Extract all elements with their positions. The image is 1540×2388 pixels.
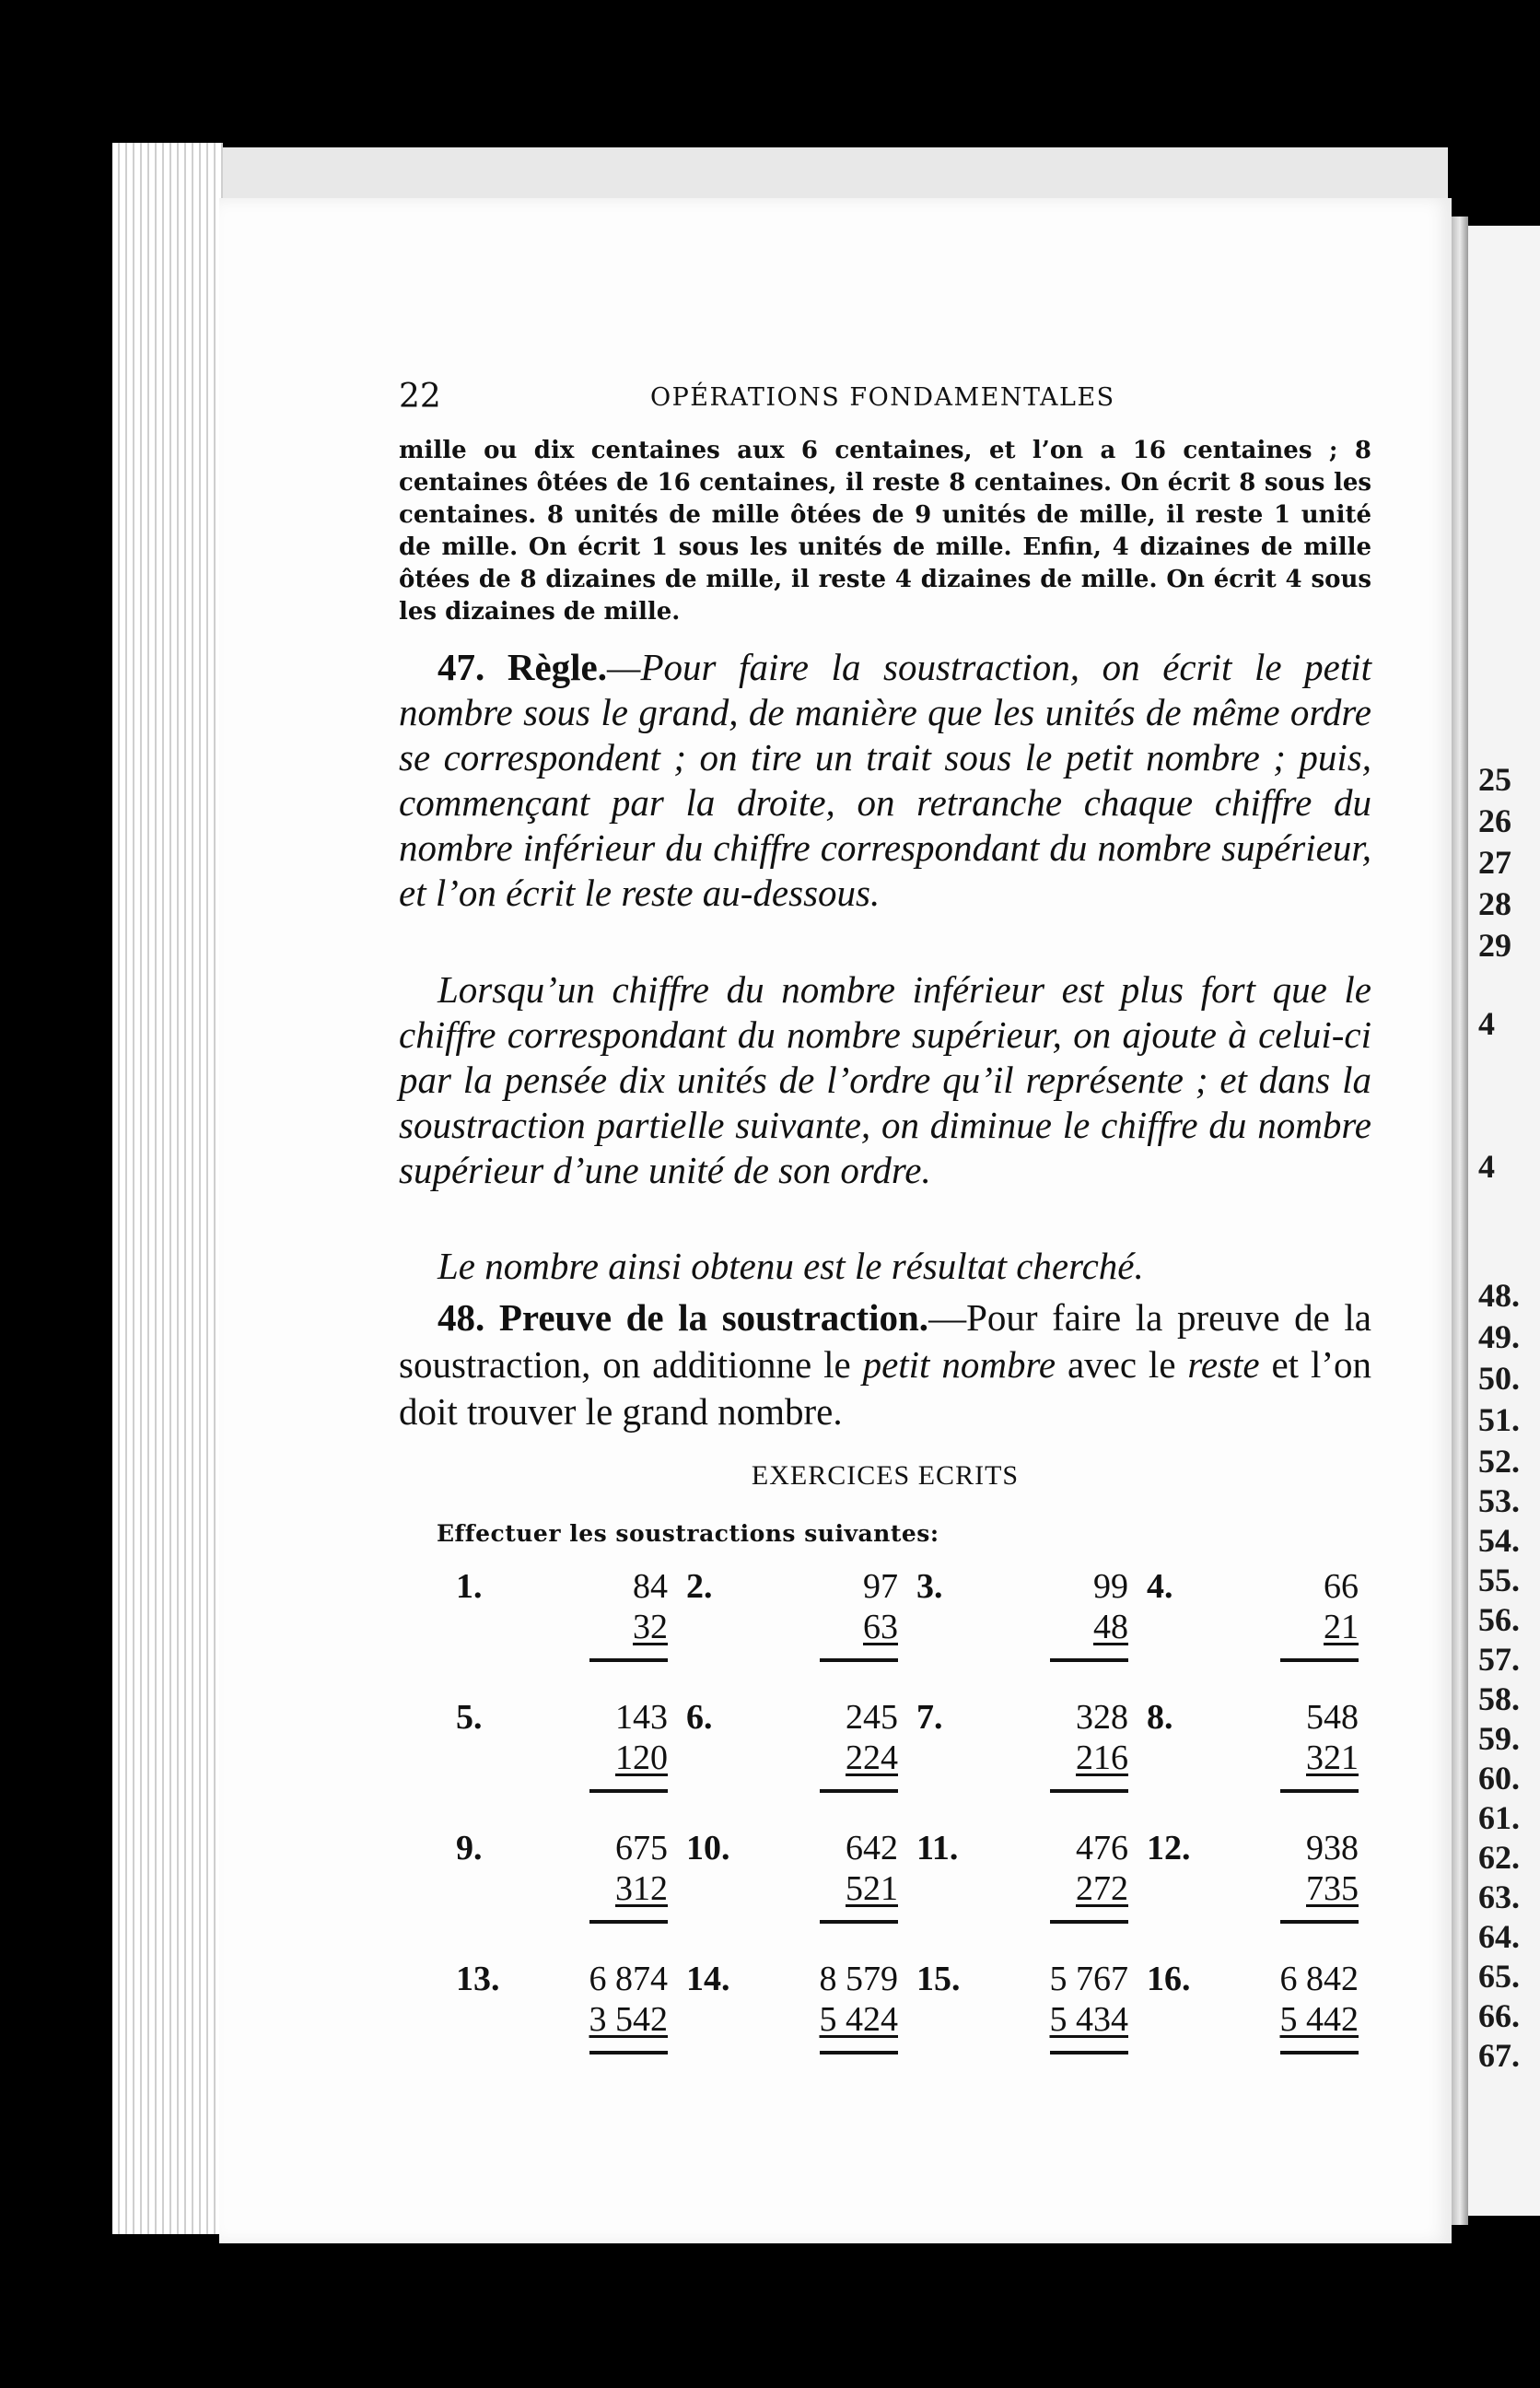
exercise-minuend: 476 [1076,1829,1128,1867]
facing-page-number: 48. [1478,1277,1520,1314]
exercise-item [456,1697,668,1808]
exercise-number: 2. [686,1567,713,1606]
exercise-minuend: 66 [1324,1567,1359,1606]
exercise-number: 11. [916,1829,959,1867]
facing-page-number: 26 [1478,802,1511,839]
facing-page-number: 4 [1478,1148,1495,1185]
exercise-minuend: 143 [615,1698,668,1737]
exercise-subtrahend: 312 [615,1869,668,1908]
exercises-instruction: Effectuer les soustractions suivantes: [437,1520,939,1547]
section-48-text-before: —Pour faire la preuve de la soustraction, on additionne le [399,1296,1371,1386]
exercise-minuend: 675 [615,1829,668,1867]
exercise-number: 15. [916,1960,961,1998]
exercise-subtrahend: 735 [1306,1869,1359,1908]
exercise-item [1147,1959,1359,2069]
exercise-minuend: 938 [1306,1829,1359,1867]
exercise-subtrahend: 5 424 [819,2000,898,2039]
exercise-item [1147,1697,1359,1808]
section-47-heading: 47. Règle. [438,646,607,688]
exercise-minuend: 6 874 [589,1960,668,1998]
intro-paragraph: mille ou dix centaines aux 6 centaines, et l’on a 16 centaines ; 8 centaines ôtées de 16 centaines, il reste 8 centaines. On écrit 8 sous les centaines. 8 unités de mille ôtées de 9 unités de mille, il reste 1 unité de mille. On écrit 1 sous les unités de mille. Enfin, 4 dizaines de mille ôtées de 8 dizaines de mille, il reste 4 dizaines de mille. On écrit 4 sous les dizaines de mille. [399,437,1371,626]
exercise-result-line [589,1789,668,1793]
facing-page-number: 65. [1478,1958,1520,1995]
exercise-minuend: 6 842 [1279,1960,1359,1998]
facing-page-number: 58. [1478,1680,1520,1717]
exercise-result-line [589,2051,668,2054]
exercise-minuend: 8 579 [819,1960,898,1998]
exercise-minuend: 548 [1306,1698,1359,1737]
exercise-subtrahend: 63 [863,1608,898,1646]
exercise-subtrahend: 120 [615,1738,668,1777]
facing-page-number: 28 [1478,885,1511,922]
exercise-item [686,1566,898,1677]
facing-page-number: 49. [1478,1318,1520,1355]
section-47-paragraph-2: Lorsqu’un chiffre du nombre inférieur est plus fort que le chiffre correspondant du nombre supérieur, on ajoute à celui-ci par la pensée dix unités de l’ordre qu’il représente ; et dans la soustraction partielle suivante, on diminue le chiffre du nombre supérieur d’une unité de son ordre. [399,968,1371,1191]
facing-page-number: 51. [1478,1401,1520,1438]
exercise-result-line [820,1920,898,1924]
exercise-item [686,1697,898,1808]
section-48-text-middle: avec le [1056,1343,1188,1386]
page-header [399,378,1394,424]
exercise-number: 3. [916,1567,943,1606]
exercise-number: 10. [686,1829,730,1867]
exercise-result-line [1280,2051,1359,2054]
exercise-item [1147,1566,1359,1677]
exercise-result-line [820,2051,898,2054]
exercise-subtrahend: 272 [1076,1869,1128,1908]
exercise-number: 4. [1147,1567,1173,1606]
facing-page-number: 64. [1478,1918,1520,1955]
running-title: OPÉRATIONS FONDAMENTALES [650,383,1115,412]
exercise-minuend: 5 767 [1049,1960,1128,1998]
facing-page-number: 53. [1478,1482,1520,1519]
exercise-result-line [1280,1658,1359,1662]
facing-page-number: 62. [1478,1839,1520,1876]
exercise-number: 12. [1147,1829,1191,1867]
exercise-result-line [1050,1789,1128,1793]
exercise-minuend: 642 [846,1829,898,1867]
exercise-subtrahend: 321 [1306,1738,1359,1777]
exercise-number: 13. [456,1960,500,1998]
facing-page-number: 52. [1478,1443,1520,1480]
facing-page-number: 61. [1478,1799,1520,1836]
facing-page-number: 50. [1478,1360,1520,1397]
page-number: 22 [399,378,441,416]
exercise-result-line [1280,1920,1359,1924]
exercise-subtrahend: 216 [1076,1738,1128,1777]
exercise-result-line [1050,2051,1128,2054]
exercises-title: EXERCICES ECRITS [751,1460,1020,1491]
exercise-minuend: 97 [863,1567,898,1606]
exercise-number: 8. [1147,1698,1173,1737]
page-stack-edges [112,143,223,2234]
exercise-minuend: 328 [1076,1698,1128,1737]
facing-page-number: 67. [1478,2037,1520,2074]
exercise-item [916,1828,1128,1938]
exercise-subtrahend: 224 [846,1738,898,1777]
exercises-grid [456,1566,1359,2073]
exercise-result-line [820,1789,898,1793]
section-48-text-after: et l’on doit trouver le grand nombre. [399,1343,1371,1433]
exercise-result-line [1050,1920,1128,1924]
exercise-result-line [1050,1658,1128,1662]
exercise-subtrahend: 5 434 [1049,2000,1128,2039]
exercise-minuend: 99 [1093,1567,1128,1606]
exercise-number: 14. [686,1960,730,1998]
exercise-number: 9. [456,1829,483,1867]
exercise-item [916,1697,1128,1808]
exercise-result-line [589,1920,668,1924]
exercise-item [916,1959,1128,2069]
exercise-result-line [1280,1789,1359,1793]
exercise-subtrahend: 3 542 [589,2000,668,2039]
book-gutter [1452,217,1468,2225]
facing-page-number: 55. [1478,1562,1520,1598]
facing-page-number: 25 [1478,761,1511,798]
exercise-result-line [820,1658,898,1662]
exercise-subtrahend: 32 [633,1608,668,1646]
exercise-item [456,1959,668,2069]
exercise-item [686,1828,898,1938]
section-47-paragraph [399,645,1371,916]
section-48-em-2: reste [1187,1343,1260,1386]
exercise-item [456,1566,668,1677]
exercise-subtrahend: 5 442 [1279,2000,1359,2039]
facing-page-number: 66. [1478,1997,1520,2034]
section-48-em-1: petit nombre [862,1343,1056,1386]
section-48-paragraph [399,1294,1371,1435]
facing-page-number: 57. [1478,1641,1520,1678]
exercise-subtrahend: 21 [1324,1608,1359,1646]
facing-page-number: 59. [1478,1720,1520,1757]
exercise-number: 7. [916,1698,943,1737]
exercise-number: 5. [456,1698,483,1737]
exercise-subtrahend: 521 [846,1869,898,1908]
facing-page-number: 27 [1478,844,1511,881]
exercise-result-line [589,1658,668,1662]
exercise-minuend: 245 [846,1698,898,1737]
facing-page-number: 29 [1478,927,1511,964]
exercise-item [686,1959,898,2069]
facing-page-number: 54. [1478,1522,1520,1559]
exercise-subtrahend: 48 [1093,1608,1128,1646]
exercise-number: 1. [456,1567,483,1606]
section-47-text: —Pour faire la soustraction, on écrit le petit nombre sous le grand, de manière que les unités de même ordre se correspondent ; on tire un trait sous le petit nombre ; puis, commençant par la droite, on retranche chaque chiffre du nombre inférieur du chiffre correspondant du nombre supérieur, et l’on écrit le reste au-dessous. [399,646,1371,914]
exercise-number: 6. [686,1698,713,1737]
exercise-item [916,1566,1128,1677]
section-47-paragraph-3: Le nombre ainsi obtenu est le résultat cherché. [438,1245,1144,1287]
section-48-heading: 48. Preuve de la soustraction. [438,1296,929,1339]
exercise-minuend: 84 [633,1567,668,1606]
facing-page-number: 4 [1478,1005,1495,1042]
exercise-number: 16. [1147,1960,1191,1998]
facing-page-number: 60. [1478,1760,1520,1797]
facing-page-number: 63. [1478,1879,1520,1915]
exercise-item [456,1828,668,1938]
exercise-item [1147,1828,1359,1938]
facing-page-number: 56. [1478,1601,1520,1638]
